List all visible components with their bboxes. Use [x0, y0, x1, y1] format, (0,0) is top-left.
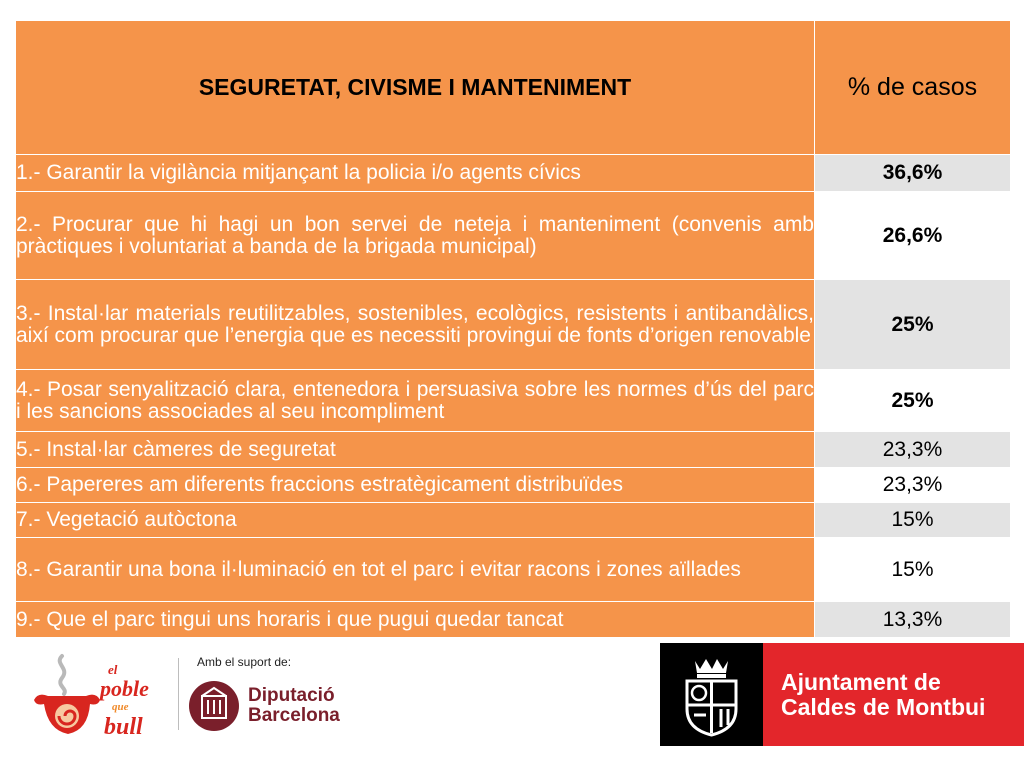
row-value: 15% [815, 503, 1011, 538]
table-row [16, 192, 1011, 280]
row-value: 23,3% [815, 468, 1011, 503]
row-description: 1.- Garantir la vigilància mitjançant la policia i/o agents cívics [16, 155, 815, 192]
footer-divider [178, 658, 179, 730]
row-value: 13,3% [815, 602, 1011, 638]
table-row [16, 468, 1011, 503]
table-row [16, 538, 1011, 602]
poble-logo-word-poble: poble [100, 676, 149, 701]
diputacio-name [248, 686, 340, 726]
row-value: 23,3% [815, 432, 1011, 468]
table-row [16, 432, 1011, 468]
ajuntament-crest-icon [660, 643, 763, 746]
row-value: 15% [815, 538, 1011, 602]
table-row [16, 602, 1011, 638]
ajuntament-name [781, 670, 985, 720]
ajuntament-crest-panel [660, 643, 763, 746]
percent-column-header: % de casos [815, 21, 1011, 155]
table-row [16, 280, 1011, 370]
poble-logo-word-que: que [112, 701, 129, 713]
row-description: 6.- Papereres am diferents fraccions estratègicament distribuïdes [16, 468, 815, 503]
row-description: 9.- Que el parc tingui uns horaris i que pugui quedar tancat [16, 602, 815, 638]
row-description: 2.- Procurar que hi hagi un bon servei de neteja i manteniment (convenis amb pràctiques i voluntariat a banda de la brigada municipal) [16, 192, 815, 280]
row-description: 8.- Garantir una bona il·luminació en tot el parc i evitar racons i zones aïllades [16, 538, 815, 602]
row-description: 4.- Posar senyalització clara, entenedora i persuasiva sobre les normes d’ús del parc i les sancions associades al seu incompliment [16, 370, 815, 432]
support-label: Amb el suport de: [197, 655, 292, 669]
row-value: 26,6% [815, 192, 1011, 280]
table-row [16, 370, 1011, 432]
diputacio-line-1: Diputació [248, 685, 335, 706]
table-row [16, 503, 1011, 538]
survey-table [15, 20, 1011, 638]
diputacio-emblem-icon [188, 680, 240, 732]
row-value: 36,6% [815, 155, 1011, 192]
poble-logo-word-bull: bull [104, 714, 143, 740]
row-description: 7.- Vegetació autòctona [16, 503, 815, 538]
ajuntament-line-2: Caldes de Montbui [781, 694, 986, 720]
poble-logo-word-el: el [108, 662, 118, 677]
table-row [16, 155, 1011, 192]
diputacio-line-2: Barcelona [248, 705, 340, 726]
table-title: SEGURETAT, CIVISME I MANTENIMENT [16, 21, 815, 155]
row-value: 25% [815, 370, 1011, 432]
row-value: 25% [815, 280, 1011, 370]
ajuntament-line-1: Ajuntament de [781, 669, 941, 695]
table-header-row [16, 21, 1011, 155]
row-description: 3.- Instal·lar materials reutilitzables, sostenibles, ecològics, resistents i antibandàlics, així com procurar que l’energia que es necessiti provingui de fonts d’origen renovable [16, 280, 815, 370]
row-description: 5.- Instal·lar càmeres de seguretat [16, 432, 815, 468]
el-poble-que-bull-logo [28, 648, 158, 743]
